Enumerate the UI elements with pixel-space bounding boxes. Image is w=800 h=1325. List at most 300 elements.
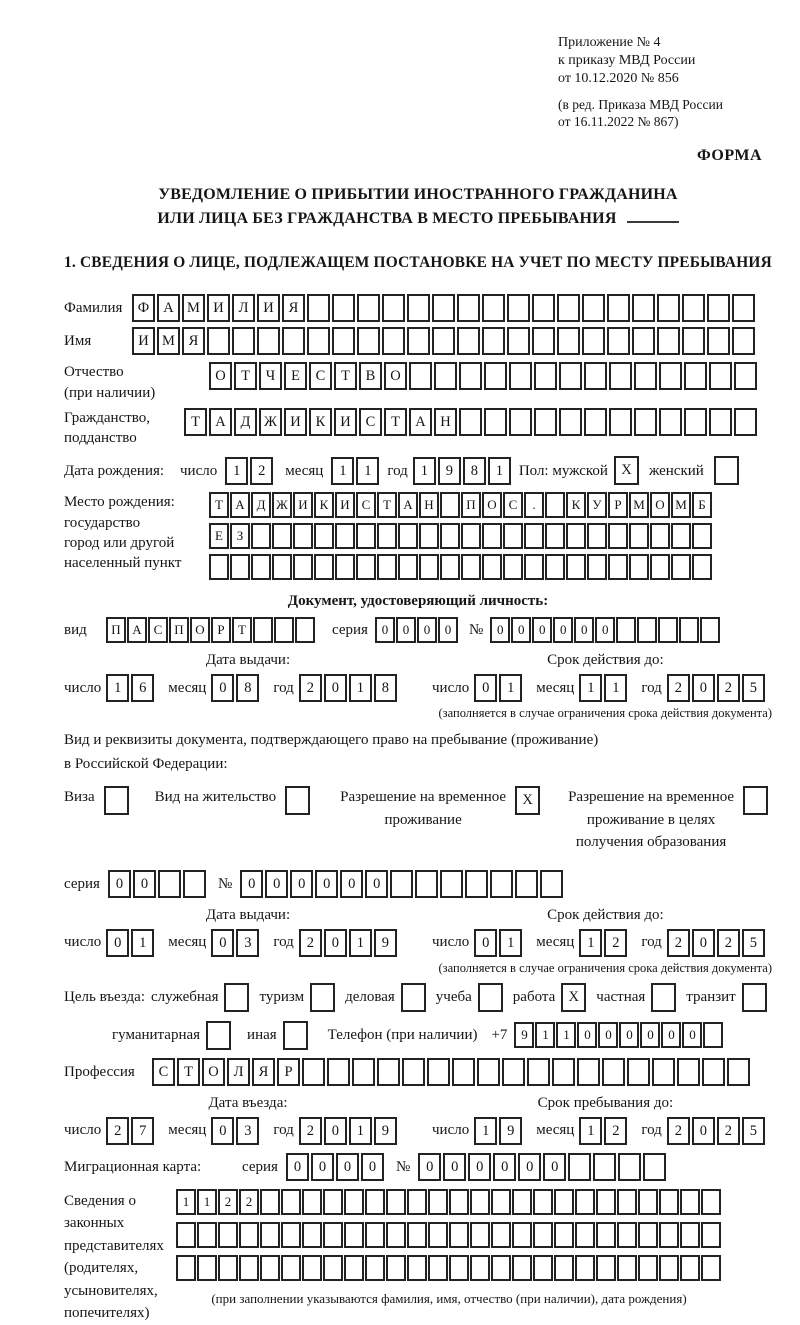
- char-cell[interactable]: 1: [488, 457, 511, 485]
- char-cell[interactable]: [257, 327, 280, 355]
- char-cell[interactable]: 0: [365, 870, 388, 898]
- char-cell[interactable]: [419, 554, 439, 580]
- char-cell[interactable]: [386, 1255, 406, 1281]
- char-cell[interactable]: [680, 1222, 700, 1248]
- char-cell[interactable]: [575, 1222, 595, 1248]
- char-cell[interactable]: [357, 294, 380, 322]
- char-cell[interactable]: А: [209, 408, 232, 436]
- char-cell[interactable]: [197, 1255, 217, 1281]
- char-cell[interactable]: [587, 523, 607, 549]
- char-cell[interactable]: П: [169, 617, 189, 643]
- char-cell[interactable]: [707, 294, 730, 322]
- char-cell[interactable]: [482, 294, 505, 322]
- char-cell[interactable]: 9: [514, 1022, 534, 1048]
- checkbox-tranzit[interactable]: [742, 983, 767, 1012]
- char-cell[interactable]: [377, 1058, 400, 1086]
- char-cell[interactable]: 0: [692, 674, 715, 702]
- char-cell[interactable]: [281, 1255, 301, 1281]
- char-cell[interactable]: [701, 1222, 721, 1248]
- char-cell[interactable]: [457, 294, 480, 322]
- char-cell[interactable]: Т: [334, 362, 357, 390]
- char-cell[interactable]: Р: [211, 617, 231, 643]
- char-cell[interactable]: [491, 1255, 511, 1281]
- char-cell[interactable]: [659, 1255, 679, 1281]
- char-cell[interactable]: [552, 1058, 575, 1086]
- char-cell[interactable]: [239, 1255, 259, 1281]
- char-cell[interactable]: [609, 362, 632, 390]
- char-cell[interactable]: 0: [311, 1153, 334, 1181]
- char-cell[interactable]: Т: [384, 408, 407, 436]
- char-cell[interactable]: [532, 327, 555, 355]
- char-cell[interactable]: Т: [209, 492, 229, 518]
- char-cell[interactable]: [407, 1189, 427, 1215]
- char-cell[interactable]: 0: [518, 1153, 541, 1181]
- char-cell[interactable]: [482, 523, 502, 549]
- char-cell[interactable]: [452, 1058, 475, 1086]
- char-cell[interactable]: С: [356, 492, 376, 518]
- char-cell[interactable]: А: [409, 408, 432, 436]
- char-cell[interactable]: Т: [377, 492, 397, 518]
- char-cell[interactable]: [253, 617, 273, 643]
- char-cell[interactable]: [415, 870, 438, 898]
- char-cell[interactable]: [557, 294, 580, 322]
- char-cell[interactable]: 2: [667, 929, 690, 957]
- char-cell[interactable]: [428, 1189, 448, 1215]
- char-cell[interactable]: [461, 523, 481, 549]
- char-cell[interactable]: 1: [176, 1189, 196, 1215]
- char-cell[interactable]: 0: [324, 674, 347, 702]
- char-cell[interactable]: [432, 327, 455, 355]
- char-cell[interactable]: [490, 870, 513, 898]
- char-cell[interactable]: [491, 1222, 511, 1248]
- char-cell[interactable]: П: [106, 617, 126, 643]
- char-cell[interactable]: [440, 523, 460, 549]
- char-cell[interactable]: [332, 294, 355, 322]
- char-cell[interactable]: [652, 1058, 675, 1086]
- char-cell[interactable]: 1: [356, 457, 379, 485]
- char-cell[interactable]: [477, 1058, 500, 1086]
- char-cell[interactable]: [465, 870, 488, 898]
- char-cell[interactable]: [427, 1058, 450, 1086]
- char-cell[interactable]: [327, 1058, 350, 1086]
- checkbox-visa[interactable]: [104, 786, 129, 815]
- char-cell[interactable]: 0: [532, 617, 552, 643]
- char-cell[interactable]: [566, 554, 586, 580]
- char-cell[interactable]: [409, 362, 432, 390]
- char-cell[interactable]: [335, 523, 355, 549]
- char-cell[interactable]: 3: [236, 1117, 259, 1145]
- char-cell[interactable]: [545, 554, 565, 580]
- char-cell[interactable]: [700, 617, 720, 643]
- char-cell[interactable]: 0: [543, 1153, 566, 1181]
- char-cell[interactable]: О: [482, 492, 502, 518]
- char-cell[interactable]: [302, 1222, 322, 1248]
- char-cell[interactable]: [677, 1058, 700, 1086]
- char-cell[interactable]: [207, 327, 230, 355]
- char-cell[interactable]: [502, 1058, 525, 1086]
- char-cell[interactable]: [617, 1222, 637, 1248]
- char-cell[interactable]: 0: [474, 929, 497, 957]
- char-cell[interactable]: [484, 362, 507, 390]
- char-cell[interactable]: Я: [182, 327, 205, 355]
- char-cell[interactable]: [295, 617, 315, 643]
- char-cell[interactable]: [314, 523, 334, 549]
- char-cell[interactable]: 2: [299, 674, 322, 702]
- char-cell[interactable]: 0: [133, 870, 156, 898]
- char-cell[interactable]: К: [309, 408, 332, 436]
- char-cell[interactable]: С: [148, 617, 168, 643]
- char-cell[interactable]: [534, 362, 557, 390]
- char-cell[interactable]: 0: [661, 1022, 681, 1048]
- char-cell[interactable]: Ж: [272, 492, 292, 518]
- char-cell[interactable]: [302, 1058, 325, 1086]
- char-cell[interactable]: 1: [349, 674, 372, 702]
- char-cell[interactable]: [650, 554, 670, 580]
- char-cell[interactable]: [183, 870, 206, 898]
- char-cell[interactable]: [457, 327, 480, 355]
- checkbox-ucheba[interactable]: [478, 983, 503, 1012]
- char-cell[interactable]: [461, 554, 481, 580]
- char-cell[interactable]: Ф: [132, 294, 155, 322]
- char-cell[interactable]: 9: [438, 457, 461, 485]
- char-cell[interactable]: [659, 1189, 679, 1215]
- char-cell[interactable]: Р: [608, 492, 628, 518]
- char-cell[interactable]: [734, 362, 757, 390]
- char-cell[interactable]: [734, 408, 757, 436]
- char-cell[interactable]: П: [461, 492, 481, 518]
- char-cell[interactable]: Р: [277, 1058, 300, 1086]
- char-cell[interactable]: [449, 1189, 469, 1215]
- char-cell[interactable]: [709, 408, 732, 436]
- char-cell[interactable]: [658, 617, 678, 643]
- char-cell[interactable]: 2: [299, 1117, 322, 1145]
- char-cell[interactable]: А: [127, 617, 147, 643]
- char-cell[interactable]: [617, 1189, 637, 1215]
- char-cell[interactable]: 0: [438, 617, 458, 643]
- char-cell[interactable]: [618, 1153, 641, 1181]
- char-cell[interactable]: 0: [595, 617, 615, 643]
- char-cell[interactable]: [251, 523, 271, 549]
- char-cell[interactable]: [386, 1189, 406, 1215]
- char-cell[interactable]: [554, 1222, 574, 1248]
- char-cell[interactable]: [323, 1222, 343, 1248]
- char-cell[interactable]: 1: [499, 674, 522, 702]
- char-cell[interactable]: [596, 1189, 616, 1215]
- char-cell[interactable]: 9: [499, 1117, 522, 1145]
- char-cell[interactable]: [344, 1255, 364, 1281]
- char-cell[interactable]: И: [284, 408, 307, 436]
- char-cell[interactable]: [428, 1222, 448, 1248]
- char-cell[interactable]: [584, 362, 607, 390]
- char-cell[interactable]: 2: [604, 1117, 627, 1145]
- char-cell[interactable]: 2: [604, 929, 627, 957]
- char-cell[interactable]: [440, 870, 463, 898]
- char-cell[interactable]: О: [384, 362, 407, 390]
- char-cell[interactable]: А: [230, 492, 250, 518]
- char-cell[interactable]: [627, 1058, 650, 1086]
- char-cell[interactable]: З: [230, 523, 250, 549]
- char-cell[interactable]: Л: [227, 1058, 250, 1086]
- char-cell[interactable]: 2: [299, 929, 322, 957]
- char-cell[interactable]: Т: [232, 617, 252, 643]
- char-cell[interactable]: [307, 294, 330, 322]
- char-cell[interactable]: [638, 1189, 658, 1215]
- char-cell[interactable]: [470, 1255, 490, 1281]
- char-cell[interactable]: [524, 523, 544, 549]
- char-cell[interactable]: 5: [742, 674, 765, 702]
- char-cell[interactable]: [440, 492, 460, 518]
- char-cell[interactable]: [692, 523, 712, 549]
- char-cell[interactable]: О: [190, 617, 210, 643]
- char-cell[interactable]: [632, 294, 655, 322]
- char-cell[interactable]: [332, 327, 355, 355]
- char-cell[interactable]: [533, 1189, 553, 1215]
- char-cell[interactable]: [559, 408, 582, 436]
- char-cell[interactable]: [566, 523, 586, 549]
- char-cell[interactable]: Б: [692, 492, 712, 518]
- checkbox-chastnaya[interactable]: [651, 983, 676, 1012]
- char-cell[interactable]: [507, 327, 530, 355]
- char-cell[interactable]: [357, 327, 380, 355]
- char-cell[interactable]: [232, 327, 255, 355]
- char-cell[interactable]: 0: [265, 870, 288, 898]
- char-cell[interactable]: [281, 1189, 301, 1215]
- char-cell[interactable]: [402, 1058, 425, 1086]
- char-cell[interactable]: 0: [106, 929, 129, 957]
- char-cell[interactable]: [352, 1058, 375, 1086]
- char-cell[interactable]: [732, 327, 755, 355]
- char-cell[interactable]: 0: [619, 1022, 639, 1048]
- char-cell[interactable]: 0: [211, 929, 234, 957]
- char-cell[interactable]: [323, 1255, 343, 1281]
- char-cell[interactable]: [449, 1222, 469, 1248]
- char-cell[interactable]: 9: [374, 929, 397, 957]
- char-cell[interactable]: 0: [682, 1022, 702, 1048]
- char-cell[interactable]: [575, 1189, 595, 1215]
- char-cell[interactable]: 0: [474, 674, 497, 702]
- char-cell[interactable]: 8: [374, 674, 397, 702]
- char-cell[interactable]: 0: [574, 617, 594, 643]
- char-cell[interactable]: [577, 1058, 600, 1086]
- char-cell[interactable]: [607, 327, 630, 355]
- checkbox-inaya[interactable]: [283, 1021, 308, 1050]
- char-cell[interactable]: [602, 1058, 625, 1086]
- char-cell[interactable]: [545, 492, 565, 518]
- char-cell[interactable]: [515, 870, 538, 898]
- char-cell[interactable]: 0: [692, 929, 715, 957]
- char-cell[interactable]: [365, 1189, 385, 1215]
- char-cell[interactable]: [356, 554, 376, 580]
- char-cell[interactable]: [643, 1153, 666, 1181]
- char-cell[interactable]: [407, 327, 430, 355]
- char-cell[interactable]: О: [209, 362, 232, 390]
- char-cell[interactable]: [507, 294, 530, 322]
- char-cell[interactable]: К: [566, 492, 586, 518]
- char-cell[interactable]: 1: [474, 1117, 497, 1145]
- char-cell[interactable]: [682, 294, 705, 322]
- char-cell[interactable]: 1: [556, 1022, 576, 1048]
- char-cell[interactable]: 0: [577, 1022, 597, 1048]
- char-cell[interactable]: [533, 1222, 553, 1248]
- char-cell[interactable]: [176, 1255, 196, 1281]
- char-cell[interactable]: [684, 362, 707, 390]
- char-cell[interactable]: У: [587, 492, 607, 518]
- char-cell[interactable]: [432, 294, 455, 322]
- char-cell[interactable]: 2: [717, 929, 740, 957]
- char-cell[interactable]: [377, 554, 397, 580]
- char-cell[interactable]: 0: [396, 617, 416, 643]
- char-cell[interactable]: Е: [209, 523, 229, 549]
- char-cell[interactable]: Н: [419, 492, 439, 518]
- char-cell[interactable]: 9: [374, 1117, 397, 1145]
- char-cell[interactable]: [692, 554, 712, 580]
- char-cell[interactable]: Ч: [259, 362, 282, 390]
- char-cell[interactable]: [584, 408, 607, 436]
- char-cell[interactable]: В: [359, 362, 382, 390]
- char-cell[interactable]: И: [207, 294, 230, 322]
- char-cell[interactable]: [323, 1189, 343, 1215]
- char-cell[interactable]: [608, 554, 628, 580]
- char-cell[interactable]: 2: [667, 674, 690, 702]
- char-cell[interactable]: 1: [535, 1022, 555, 1048]
- char-cell[interactable]: 1: [331, 457, 354, 485]
- char-cell[interactable]: К: [314, 492, 334, 518]
- char-cell[interactable]: [637, 617, 657, 643]
- char-cell[interactable]: [534, 408, 557, 436]
- char-cell[interactable]: [596, 1222, 616, 1248]
- char-cell[interactable]: [582, 294, 605, 322]
- char-cell[interactable]: Д: [251, 492, 271, 518]
- char-cell[interactable]: [596, 1255, 616, 1281]
- char-cell[interactable]: 1: [604, 674, 627, 702]
- checkbox-sluzhebnaya[interactable]: [224, 983, 249, 1012]
- char-cell[interactable]: [356, 523, 376, 549]
- char-cell[interactable]: [629, 523, 649, 549]
- char-cell[interactable]: Т: [184, 408, 207, 436]
- char-cell[interactable]: [314, 554, 334, 580]
- char-cell[interactable]: 2: [717, 1117, 740, 1145]
- char-cell[interactable]: [629, 554, 649, 580]
- char-cell[interactable]: 0: [692, 1117, 715, 1145]
- char-cell[interactable]: 0: [108, 870, 131, 898]
- char-cell[interactable]: [434, 362, 457, 390]
- char-cell[interactable]: [532, 294, 555, 322]
- char-cell[interactable]: [509, 408, 532, 436]
- char-cell[interactable]: [260, 1222, 280, 1248]
- char-cell[interactable]: 2: [717, 674, 740, 702]
- char-cell[interactable]: 0: [286, 1153, 309, 1181]
- char-cell[interactable]: [491, 1189, 511, 1215]
- char-cell[interactable]: 0: [640, 1022, 660, 1048]
- char-cell[interactable]: Е: [284, 362, 307, 390]
- char-cell[interactable]: [470, 1222, 490, 1248]
- char-cell[interactable]: 8: [236, 674, 259, 702]
- char-cell[interactable]: М: [629, 492, 649, 518]
- char-cell[interactable]: 0: [418, 1153, 441, 1181]
- char-cell[interactable]: [593, 1153, 616, 1181]
- char-cell[interactable]: 0: [336, 1153, 359, 1181]
- char-cell[interactable]: 1: [131, 929, 154, 957]
- char-cell[interactable]: [527, 1058, 550, 1086]
- char-cell[interactable]: И: [132, 327, 155, 355]
- char-cell[interactable]: 0: [324, 929, 347, 957]
- char-cell[interactable]: [650, 523, 670, 549]
- char-cell[interactable]: [559, 362, 582, 390]
- char-cell[interactable]: [470, 1189, 490, 1215]
- char-cell[interactable]: [302, 1255, 322, 1281]
- char-cell[interactable]: [707, 327, 730, 355]
- char-cell[interactable]: [344, 1222, 364, 1248]
- char-cell[interactable]: С: [503, 492, 523, 518]
- checkbox-turizm[interactable]: [310, 983, 335, 1012]
- char-cell[interactable]: [335, 554, 355, 580]
- char-cell[interactable]: А: [398, 492, 418, 518]
- char-cell[interactable]: [398, 554, 418, 580]
- char-cell[interactable]: М: [671, 492, 691, 518]
- char-cell[interactable]: 0: [211, 1117, 234, 1145]
- char-cell[interactable]: Н: [434, 408, 457, 436]
- char-cell[interactable]: [587, 554, 607, 580]
- checkbox-rabota[interactable]: X: [561, 983, 586, 1012]
- char-cell[interactable]: [524, 554, 544, 580]
- checkbox-female[interactable]: [714, 456, 739, 485]
- char-cell[interactable]: [607, 294, 630, 322]
- char-cell[interactable]: 0: [324, 1117, 347, 1145]
- char-cell[interactable]: [293, 523, 313, 549]
- char-cell[interactable]: 1: [106, 674, 129, 702]
- checkbox-residence-permit[interactable]: [285, 786, 310, 815]
- char-cell[interactable]: [657, 294, 680, 322]
- char-cell[interactable]: 6: [131, 674, 154, 702]
- char-cell[interactable]: 0: [417, 617, 437, 643]
- char-cell[interactable]: [512, 1255, 532, 1281]
- char-cell[interactable]: [608, 523, 628, 549]
- char-cell[interactable]: [176, 1222, 196, 1248]
- char-cell[interactable]: [671, 523, 691, 549]
- char-cell[interactable]: 0: [211, 674, 234, 702]
- char-cell[interactable]: [632, 327, 655, 355]
- char-cell[interactable]: [382, 294, 405, 322]
- char-cell[interactable]: [282, 327, 305, 355]
- char-cell[interactable]: 3: [236, 929, 259, 957]
- char-cell[interactable]: [251, 554, 271, 580]
- char-cell[interactable]: И: [334, 408, 357, 436]
- char-cell[interactable]: [365, 1222, 385, 1248]
- char-cell[interactable]: 1: [413, 457, 436, 485]
- char-cell[interactable]: [428, 1255, 448, 1281]
- char-cell[interactable]: [554, 1189, 574, 1215]
- char-cell[interactable]: [459, 362, 482, 390]
- char-cell[interactable]: [260, 1189, 280, 1215]
- char-cell[interactable]: 0: [375, 617, 395, 643]
- char-cell[interactable]: [732, 294, 755, 322]
- char-cell[interactable]: [377, 523, 397, 549]
- checkbox-delovaya[interactable]: [401, 983, 426, 1012]
- char-cell[interactable]: [557, 327, 580, 355]
- char-cell[interactable]: [582, 327, 605, 355]
- char-cell[interactable]: [684, 408, 707, 436]
- char-cell[interactable]: Т: [234, 362, 257, 390]
- char-cell[interactable]: [512, 1222, 532, 1248]
- char-cell[interactable]: 0: [468, 1153, 491, 1181]
- char-cell[interactable]: Я: [252, 1058, 275, 1086]
- char-cell[interactable]: [659, 408, 682, 436]
- char-cell[interactable]: [634, 362, 657, 390]
- char-cell[interactable]: [701, 1255, 721, 1281]
- char-cell[interactable]: И: [293, 492, 313, 518]
- char-cell[interactable]: Т: [177, 1058, 200, 1086]
- char-cell[interactable]: [482, 554, 502, 580]
